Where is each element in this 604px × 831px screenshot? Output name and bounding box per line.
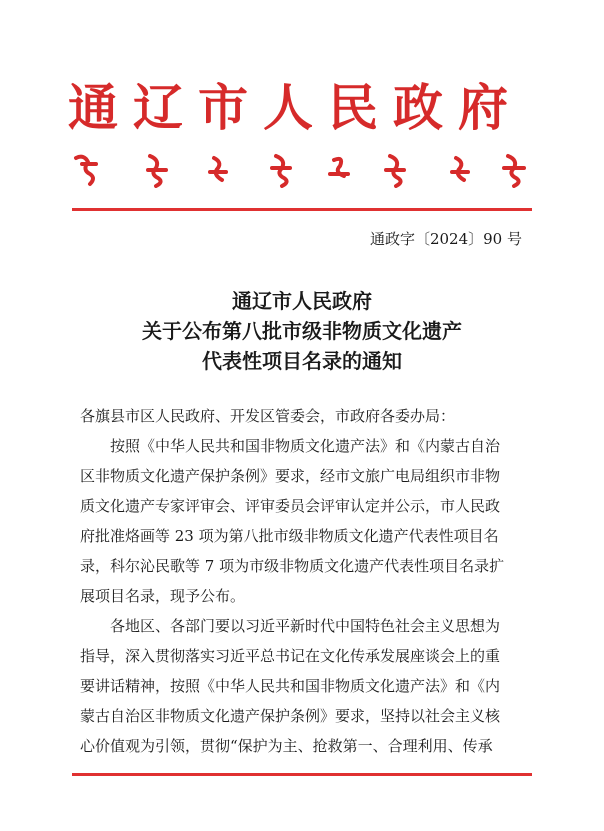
paragraph-line: 区非物质文化遗产保护条例》要求，经市文旅广电局组织市非物 — [80, 467, 501, 485]
paragraph-line: 各地区、各部门要以习近平新时代中国特色社会主义思想为 — [110, 617, 501, 635]
paragraph-line: 质文化遗产专家评审会、评审委员会评审认定并公示，市人民政 — [80, 497, 501, 515]
paragraph-line: 蒙古自治区非物质文化遗产保护条例》要求，坚持以社会主义核 — [80, 707, 501, 725]
body-paragraph — [80, 431, 532, 611]
title-line: 代表性项目名录的通知 — [202, 349, 402, 373]
paragraph-line: 府批准烙画等 23 项为第八批市级非物质文化遗产代表性项目名 — [80, 527, 499, 545]
title-line: 通辽市人民政府 — [232, 289, 372, 313]
paragraph-line: 按照《中华人民共和国非物质文化遗产法》和《内蒙古自治 — [110, 437, 501, 455]
document-number: 通政字〔2024〕90 号 — [369, 230, 522, 248]
header-divider — [72, 208, 532, 211]
issuing-authority-title: 通辽市人民政府 — [68, 80, 523, 136]
paragraph-line: 心价值观为引领，贯彻“保护为主、抢救第一、合理利用、传承 — [80, 737, 493, 755]
paragraph-line: 展项目名录，现予公布。 — [80, 587, 246, 605]
mongolian-script-graphic — [72, 150, 532, 188]
document-title — [72, 286, 532, 376]
body-paragraph — [80, 611, 532, 761]
paragraph-line: 指导，深入贯彻落实习近平总书记在文化传承发展座谈会上的重 — [80, 647, 501, 665]
footer-divider — [72, 773, 532, 776]
mongolian-script-title — [72, 150, 532, 188]
title-line: 关于公布第八批市级非物质文化遗产 — [142, 319, 462, 343]
addressee-line: 各旗县市区人民政府、开发区管委会，市政府各委办局： — [80, 407, 456, 425]
paragraph-line: 要讲话精神，按照《中华人民共和国非物质文化遗产法》和《内 — [80, 677, 501, 695]
paragraph-line: 录，科尔沁民歌等 7 项为市级非物质文化遗产代表性项目名录扩 — [80, 557, 505, 575]
